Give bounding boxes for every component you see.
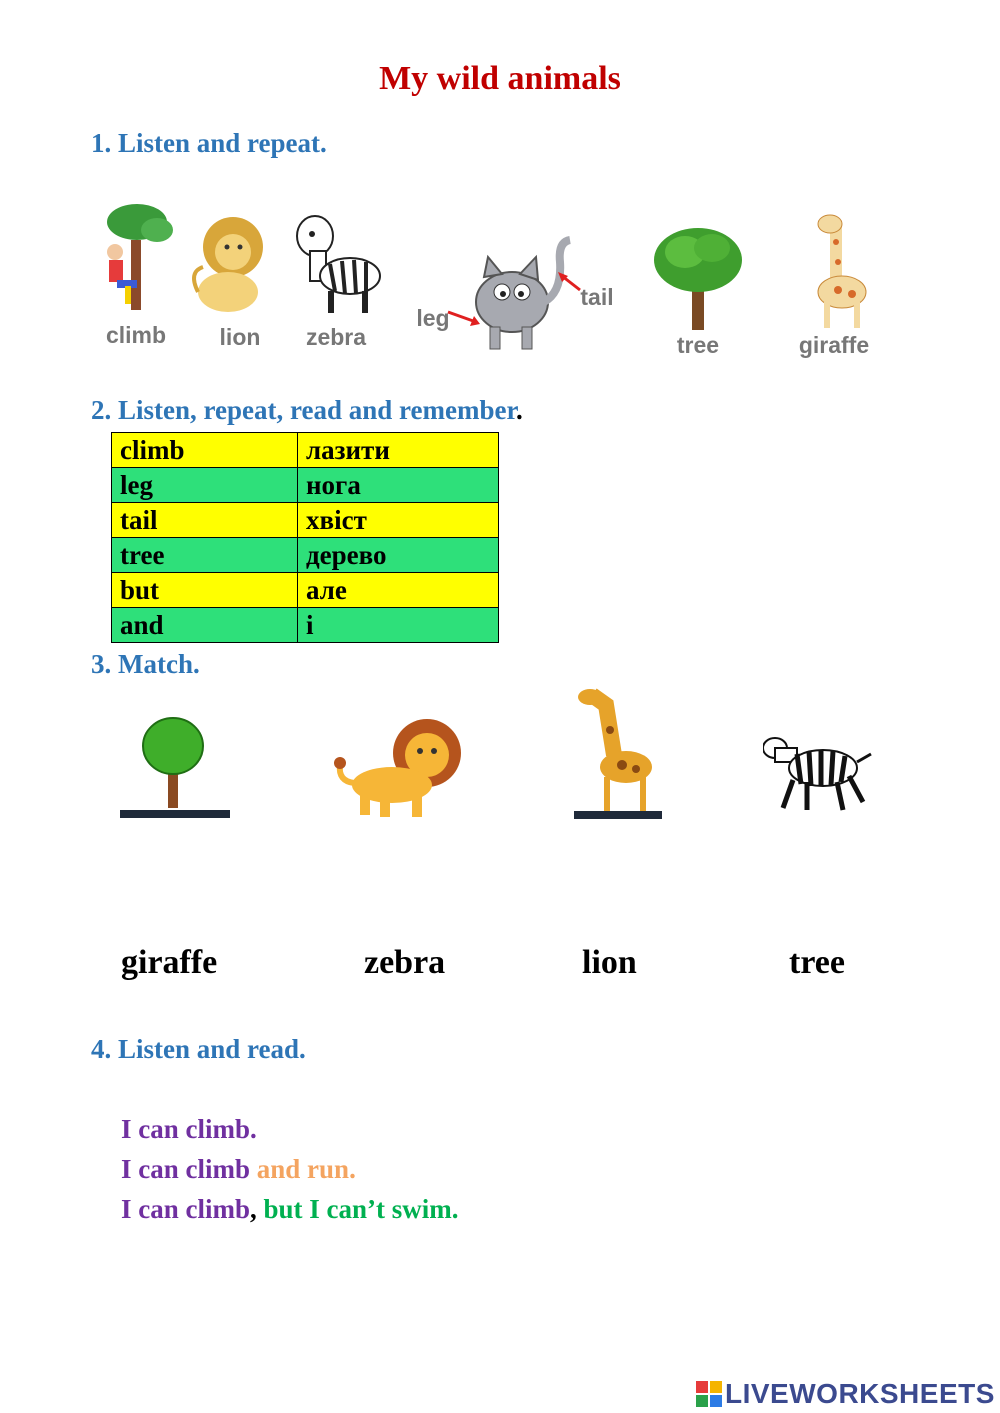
table-row [112, 538, 499, 573]
page-title: My wild animals [379, 60, 621, 97]
match-word-lion[interactable]: lion [582, 944, 637, 981]
climb-illustration [95, 200, 185, 315]
section2-heading-text: 2. Listen, repeat, read and remember [91, 395, 516, 425]
table-row [112, 468, 499, 503]
cell-ukrainian: але [298, 573, 499, 608]
sentence-2 [121, 1154, 356, 1185]
label-tail: tail [580, 284, 614, 310]
cell-english: tree [112, 538, 298, 573]
cell-ukrainian: нога [298, 468, 499, 503]
cell-ukrainian: хвіст [298, 503, 499, 538]
cell-ukrainian: дерево [298, 538, 499, 573]
label-lion: lion [219, 324, 261, 350]
sentence-3-part-a: I can climb [121, 1194, 251, 1224]
label-tree: tree [676, 332, 720, 358]
giraffe-illustration [800, 212, 875, 332]
match-word-zebra[interactable]: zebra [364, 944, 446, 981]
section3-heading: 3. Match. [91, 649, 200, 679]
cell-english: leg [112, 468, 298, 503]
section2-heading [91, 395, 523, 426]
sentence-3-comma: , [250, 1194, 264, 1224]
cell-english: and [112, 608, 298, 643]
label-giraffe: giraffe [798, 332, 870, 358]
cat-illustration [462, 232, 582, 360]
label-climb: climb [105, 322, 167, 348]
match-lion-image [332, 715, 467, 820]
brand-name: LIVEWORKSHEETS [725, 1378, 995, 1409]
match-word-tree[interactable]: tree [789, 944, 845, 981]
table-row [112, 608, 499, 643]
zebra-illustration [290, 206, 385, 321]
match-zebra-image [763, 718, 873, 818]
sentence-1-text: I can climb. [121, 1114, 257, 1144]
cell-ukrainian: лазити [298, 433, 499, 468]
match-word-giraffe[interactable]: giraffe [121, 944, 218, 981]
liveworksheets-logo [696, 1378, 995, 1410]
sentence-2-part-b: and run. [256, 1154, 356, 1184]
cell-english: climb [112, 433, 298, 468]
tree-illustration [650, 222, 745, 332]
cell-english: tail [112, 503, 298, 538]
section4-heading: 4. Listen and read. [91, 1034, 306, 1064]
label-leg: leg [416, 305, 450, 331]
label-zebra: zebra [305, 324, 367, 350]
sentence-1 [121, 1114, 257, 1145]
lion-illustration [188, 212, 273, 317]
match-tree-image [120, 712, 230, 820]
vocabulary-table [111, 432, 499, 643]
cell-ukrainian: і [298, 608, 499, 643]
cell-english: but [112, 573, 298, 608]
section2-heading-dot: . [515, 395, 523, 425]
liveworksheets-logo-icon [696, 1381, 722, 1407]
table-row [112, 503, 499, 538]
table-row [112, 433, 499, 468]
section1-heading: 1. Listen and repeat. [91, 128, 327, 158]
match-giraffe-image [574, 685, 664, 820]
sentence-2-part-a: I can climb [121, 1154, 257, 1184]
sentence-3 [121, 1194, 459, 1225]
sentence-3-part-c: but I can’t swim. [263, 1194, 459, 1224]
table-row [112, 573, 499, 608]
